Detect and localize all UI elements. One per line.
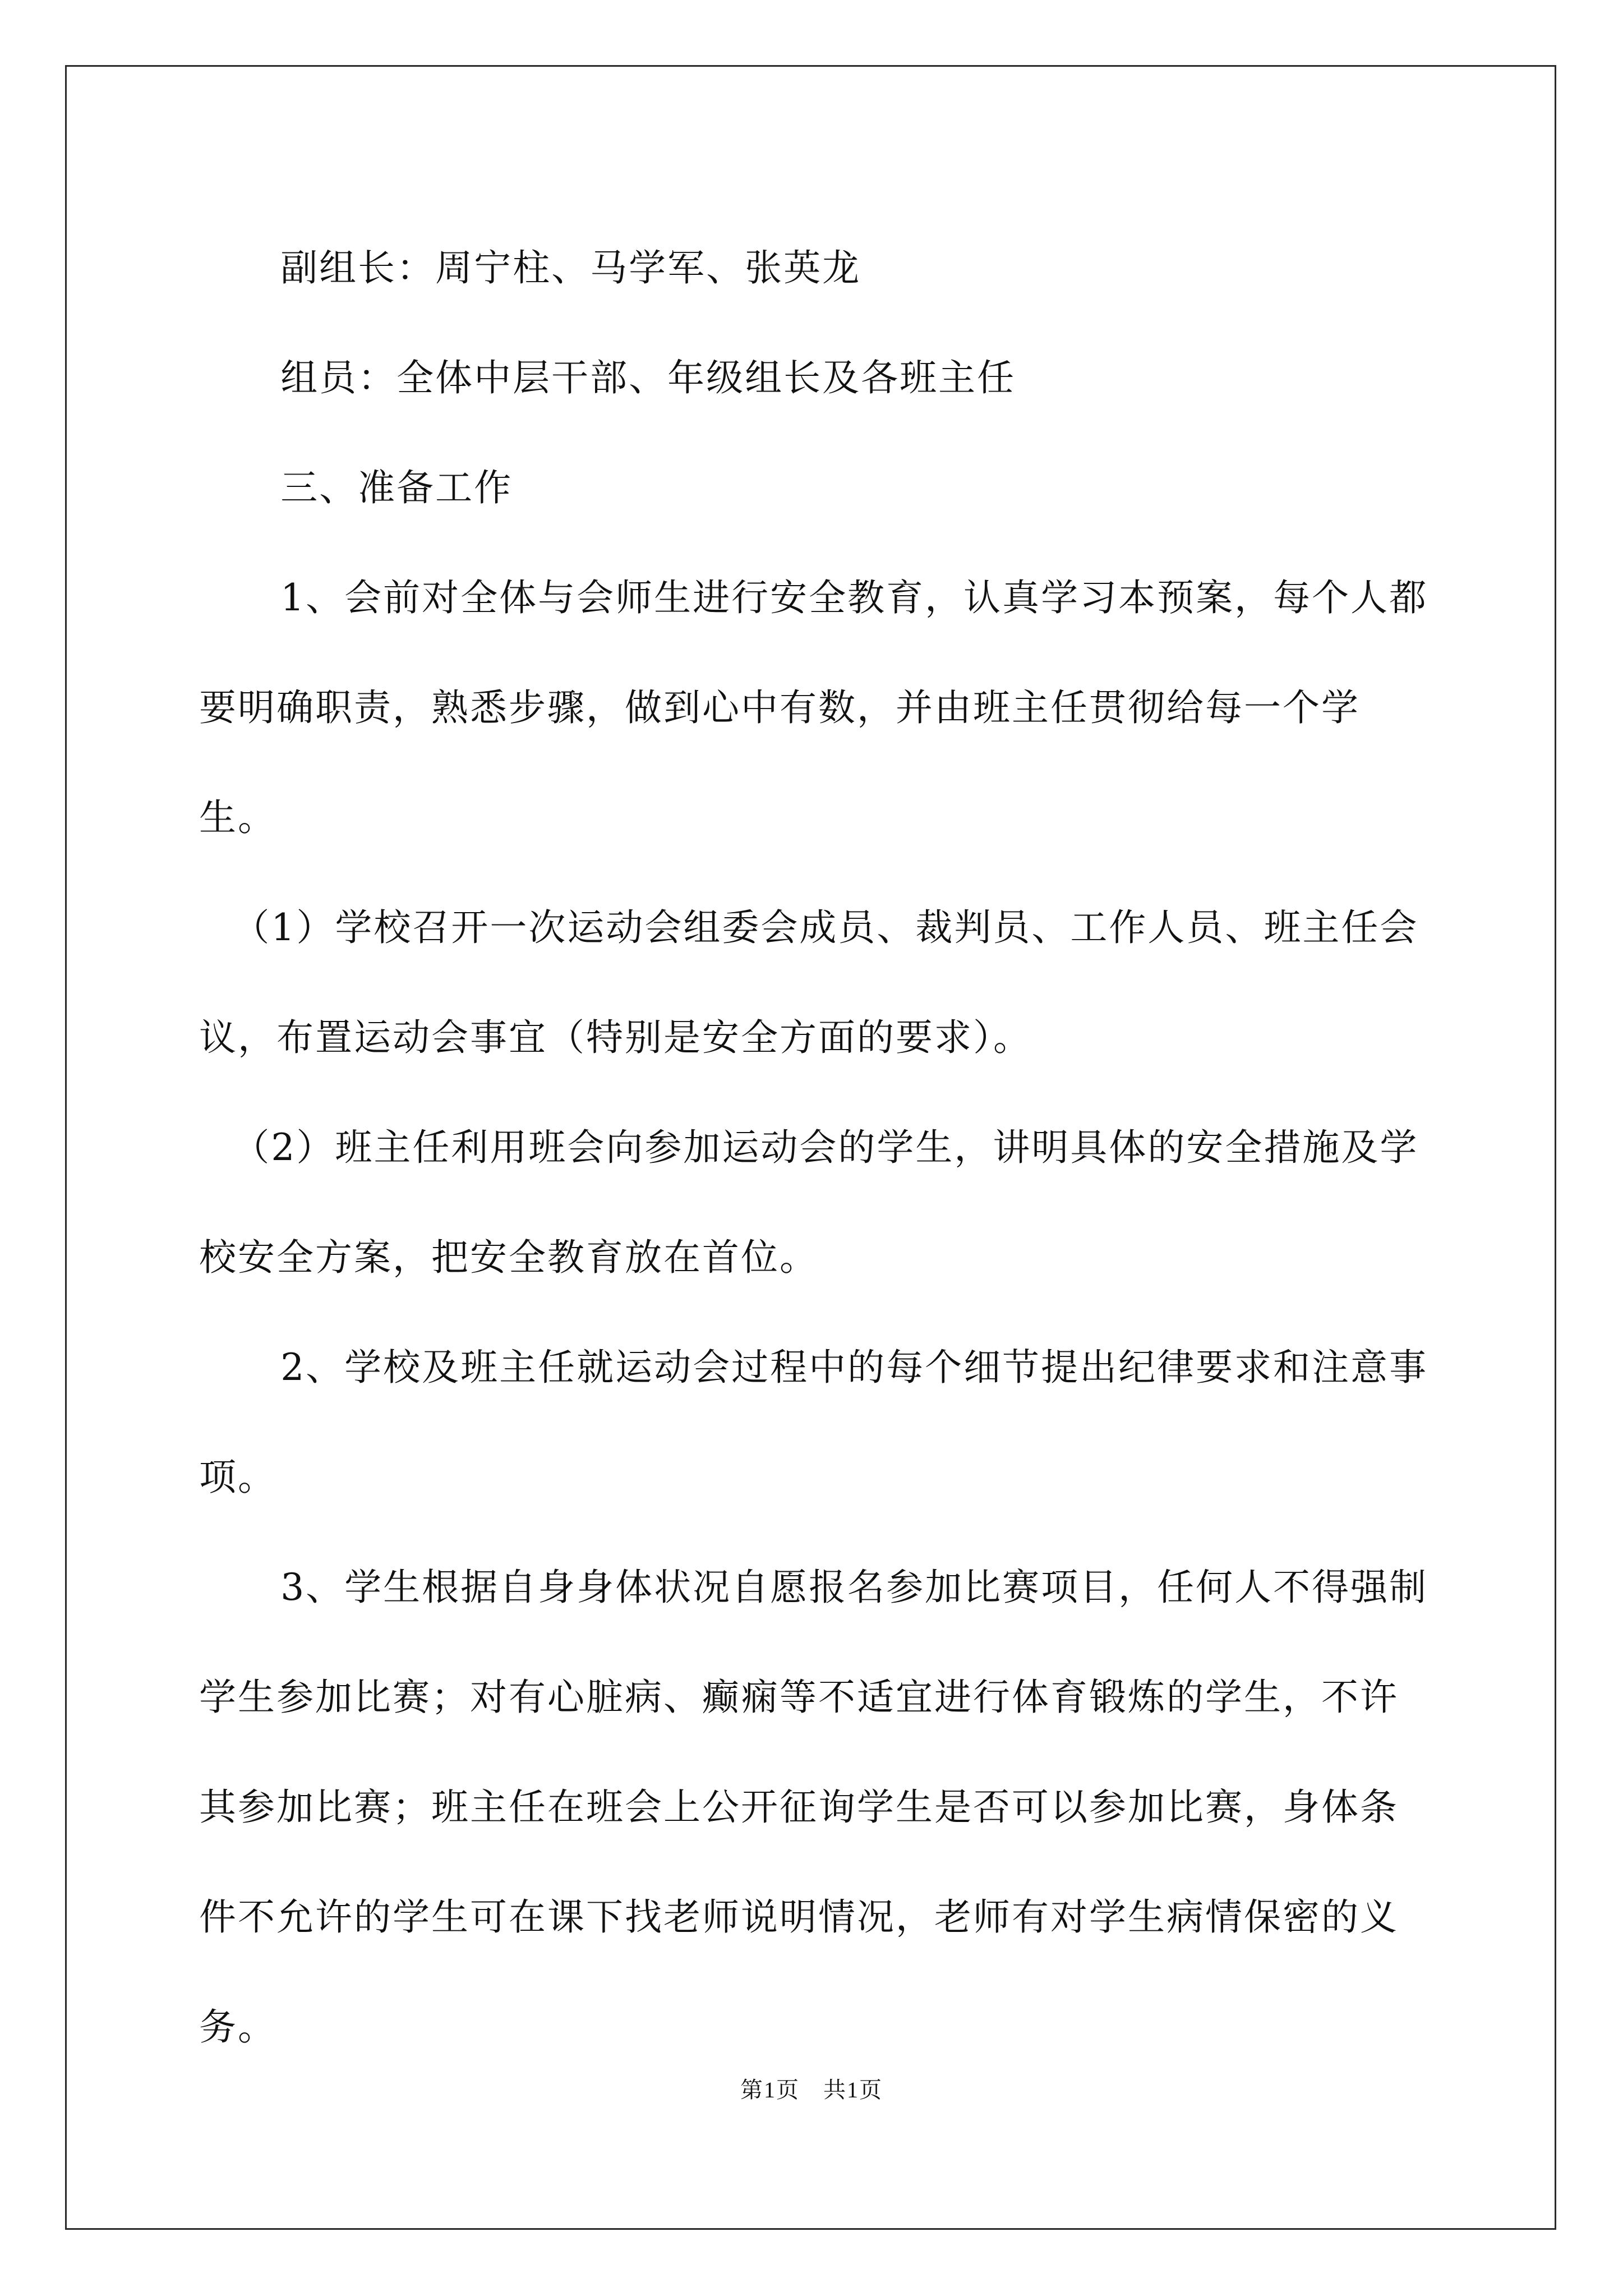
paragraph-members: 组员：全体中层干部、年级组长及各班主任 — [280, 356, 1016, 399]
paragraph-subitem-2: （2）班主任利用班会向参加运动会的学生，讲明具体的安全措施及学校安全方案，把安全教育放在首位。 — [199, 1126, 1419, 1279]
section-heading-preparation: 三、准备工作 — [280, 466, 513, 509]
paragraph-item-1: 1、会前对全体与会师生进行安全教育，认真学习本预案，每个人都要明确职责，熟悉步骤，做到心中有数，并由班主任贯彻给每一个学生。 — [199, 576, 1428, 839]
page-number-footer: 第1页 共1页 — [740, 2077, 883, 2102]
paragraph-item-2: 2、学校及班主任就运动会过程中的每个细节提出纪律要求和注意事项。 — [199, 1346, 1428, 1499]
paragraph-subitem-1: （1）学校召开一次运动会组委会成员、裁判员、工作人员、班主任会议，布置运动会事宜（特别是安全方面的要求）。 — [199, 906, 1419, 1059]
paragraph-item-3: 3、学生根据自身身体状况自愿报名参加比赛项目，任何人不得强制学生参加比赛；对有心脏病、癫痫等不适宜进行体育锻炼的学生，不许其参加比赛；班主任在班会上公开征询学生是否可以参加比赛，身体条件不允许的学生可在课下找老师说明情况，老师有对学生病情保密的义务。 — [199, 1566, 1428, 2049]
paragraph-vice-leaders: 副组长：周宁柱、马学军、张英龙 — [280, 246, 861, 289]
document-body — [199, 213, 1430, 2082]
